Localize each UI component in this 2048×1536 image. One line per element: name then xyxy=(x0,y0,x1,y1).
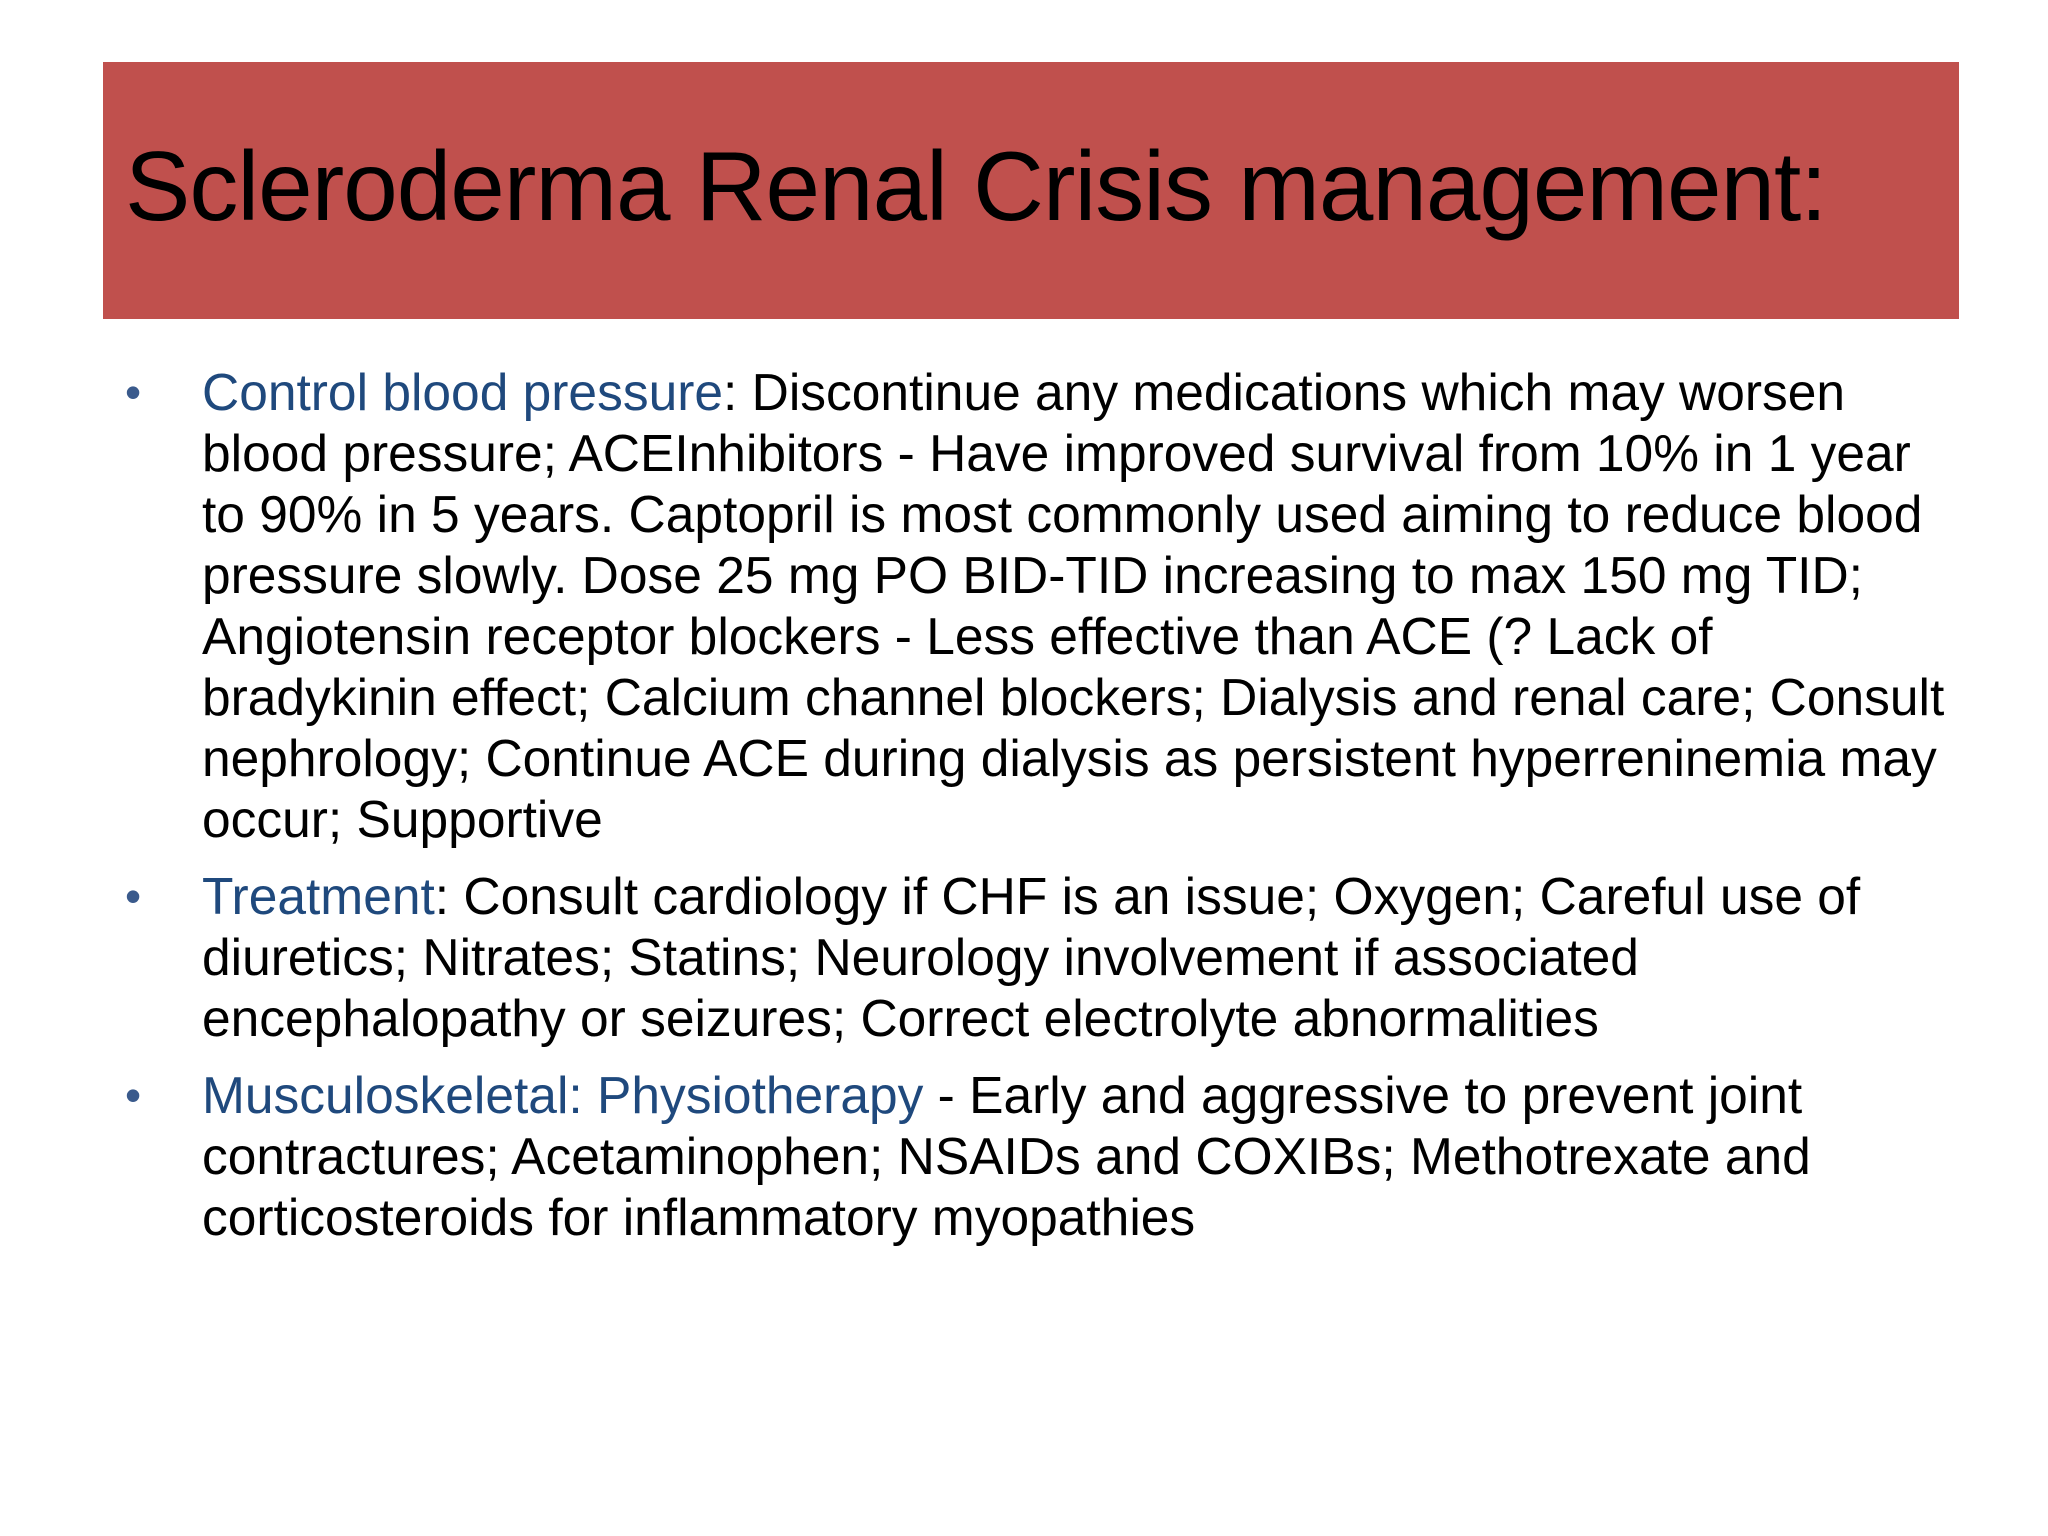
bullet-body: - Early and aggressive to prevent joint contractures; Acetaminophen; NSAIDs and COXIBs; Methotrexate and corticosteroids for inflammatory myopathies xyxy=(202,1066,1811,1246)
bullet-list xyxy=(120,362,1960,1248)
bullet-heading: Treatment xyxy=(202,867,435,925)
bullet-body: : Consult cardiology if CHF is an issue; Oxygen; Careful use of diuretics; Nitrates; Statins; Neurology involvement if associated encephalopathy or seizures; Correct electrolyte abnormalities xyxy=(202,867,1861,1047)
title-bar xyxy=(103,62,1959,319)
slide-title: Scleroderma Renal Crisis management: xyxy=(125,130,1827,241)
bullet-item-treatment xyxy=(120,866,1960,1049)
slide-content xyxy=(120,362,1960,1264)
bullet-icon: • xyxy=(125,1069,142,1121)
bullet-item-musculoskeletal xyxy=(120,1065,1960,1248)
bullet-heading: Musculoskeletal: Physiotherapy xyxy=(202,1066,924,1124)
bullet-body: : Discontinue any medications which may worsen blood pressure; ACEInhibitors - Have improved survival from 10% in 1 year to 90% in 5 years. Captopril is most commonly used aiming to reduce blood pressure slowly. Dose 25 mg PO BID-TID increasing to max 150 mg TID; Angiotensin receptor blockers - Less effective than ACE (? Lack of bradykinin effect; Calcium channel blockers; Dialysis and renal care; Consult nephrology; Continue ACE during dialysis as persistent hyperreninemia may occur; Supportive xyxy=(202,363,1945,848)
bullet-item-blood-pressure xyxy=(120,362,1960,850)
bullet-icon: • xyxy=(125,870,142,922)
bullet-heading: Control blood pressure xyxy=(202,363,724,421)
bullet-icon: • xyxy=(125,366,142,418)
